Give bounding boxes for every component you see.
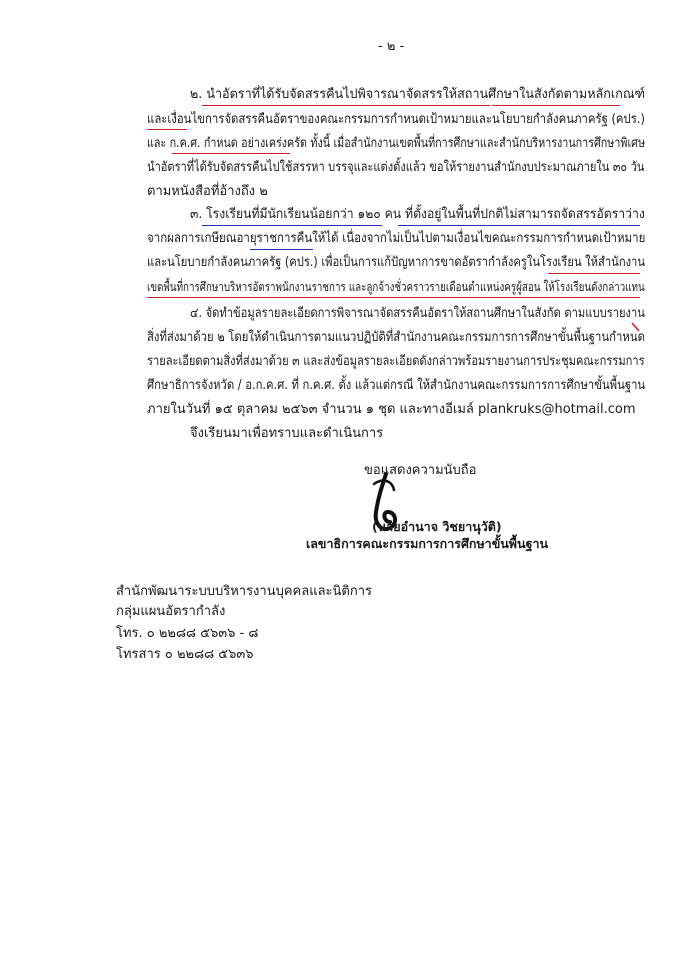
regards-text: ขอแสดงความนับถือ — [364, 463, 477, 478]
para3-line2: จากผลการเกษียณอายุราชการคืนให้ได้ เนื่องจากไม่เป็นไปตามเงื่อนไขคณะกรรมการกำหนดเป้าหมาย — [147, 231, 646, 246]
para2-line3: และ ก.ค.ศ. กำหนด อย่างเคร่งครัด ทั้งนี้ เมื่อสำนักงานเขตพื้นที่การศึกษาและสำนักบริหารงานการศึกษาพิเศษ — [147, 136, 646, 151]
footer-office: สำนักพัฒนาระบบบริหารงานบุคคลและนิติการ — [116, 584, 373, 599]
para4-line4: ศึกษาธิการจังหวัด / อ.ก.ค.ศ. ที่ ก.ค.ศ. ตั้ง แล้วแต่กรณี ให้สำนักงานคณะกรรมการการศึกษาขั้นพื้นฐาน — [147, 378, 646, 393]
para4-line1: ๔. จัดทำข้อมูลรายละเอียดการพิจารณาจัดสรรคืนอัตราให้สถานศึกษาในสังกัด ตามแบบรายงาน — [190, 306, 645, 321]
para4-line2: สิ่งที่ส่งมาด้วย ๒ โดยให้ดำเนินการตามแนวปฏิบัติที่สำนักงานคณะกรรมการการศึกษาขั้นพื้นฐานกำหนด — [147, 330, 645, 345]
footer-phone: โทร. ๐ ๒๒๘๘ ๕๖๓๖ - ๘ — [116, 626, 259, 641]
red-underline — [172, 153, 290, 154]
red-underline — [548, 273, 640, 274]
para3-line3: และนโยบายกำลังคนภาครัฐ (คปร.) เพื่อเป็นการแก้ปัญหาการขาดอัตรากำลังครูในโรงเรียน ให้สำนักงาน — [147, 255, 646, 270]
closing-text: จึงเรียนมาเพื่อทราบและดำเนินการ — [190, 426, 384, 441]
para2-line2: และเงื่อนไขการจัดสรรคืนอัตราของคณะกรรมการกำหนดเป้าหมายและนโยบายกำลังคนภาครัฐ (คปร.) — [147, 112, 645, 127]
para3-line1: ๓. โรงเรียนที่มีนักเรียนน้อยกว่า ๑๒๐ คน ที่ตั้งอยู่ในพื้นที่ปกติไม่สามารถจัดสรรอัตราว่าง — [190, 207, 645, 222]
blue-underline — [250, 249, 313, 250]
page-number: - ๒ - — [378, 39, 405, 54]
blue-underline — [202, 225, 382, 226]
para4-line5: ภายในวันที่ ๑๕ ตุลาคม ๒๕๖๓ จำนวน ๑ ชุด และทางอีเมล์ plankruks@hotmail.com — [147, 402, 636, 417]
red-underline — [492, 105, 620, 106]
red-underline — [202, 105, 490, 106]
para4-line3: รายละเอียดตามสิ่งที่ส่งมาด้วย ๓ และส่งข้อมูลรายละเอียดดังกล่าวพร้อมรายงานการประชุมคณะกรรมการ — [147, 354, 645, 369]
para2-line4: นำอัตราที่ได้รับจัดสรรคืนไปใช้สรรหา บรรจุและแต่งตั้งแล้ว ขอให้รายงานสำนักงบประมาณภายใน ๓๐ วัน — [147, 160, 645, 175]
para2-line5: ตามหนังสือที่อ้างถึง ๒ — [147, 184, 268, 199]
para3-line4: เขตพื้นที่การศึกษาบริหารอัตราพนักงานราชการ และลูกจ้างชั่วคราวรายเดือนตำแหน่งครูผู้สอน ให้โรงเรียนดังกล่าวแทน — [147, 279, 645, 294]
footer-fax: โทรสาร ๐ ๒๒๘๘ ๕๖๓๖ — [116, 647, 254, 662]
para2-line1: ๒. นำอัตราที่ได้รับจัดสรรคืนไปพิจารณาจัดสรรให้สถานศึกษาในสังกัดตามหลักเกณฑ์ — [190, 87, 646, 102]
footer-group: กลุ่มแผนอัตรากำลัง — [116, 604, 226, 619]
pen-tick-mark — [630, 320, 644, 334]
blue-underline — [398, 225, 640, 226]
signer-title: เลขาธิการคณะกรรมการการศึกษาขั้นพื้นฐาน — [306, 536, 549, 551]
signer-name: (นายอำนาจ วิชยานุวัติ) — [372, 519, 502, 534]
red-underline — [147, 129, 187, 130]
red-underline — [147, 297, 640, 298]
